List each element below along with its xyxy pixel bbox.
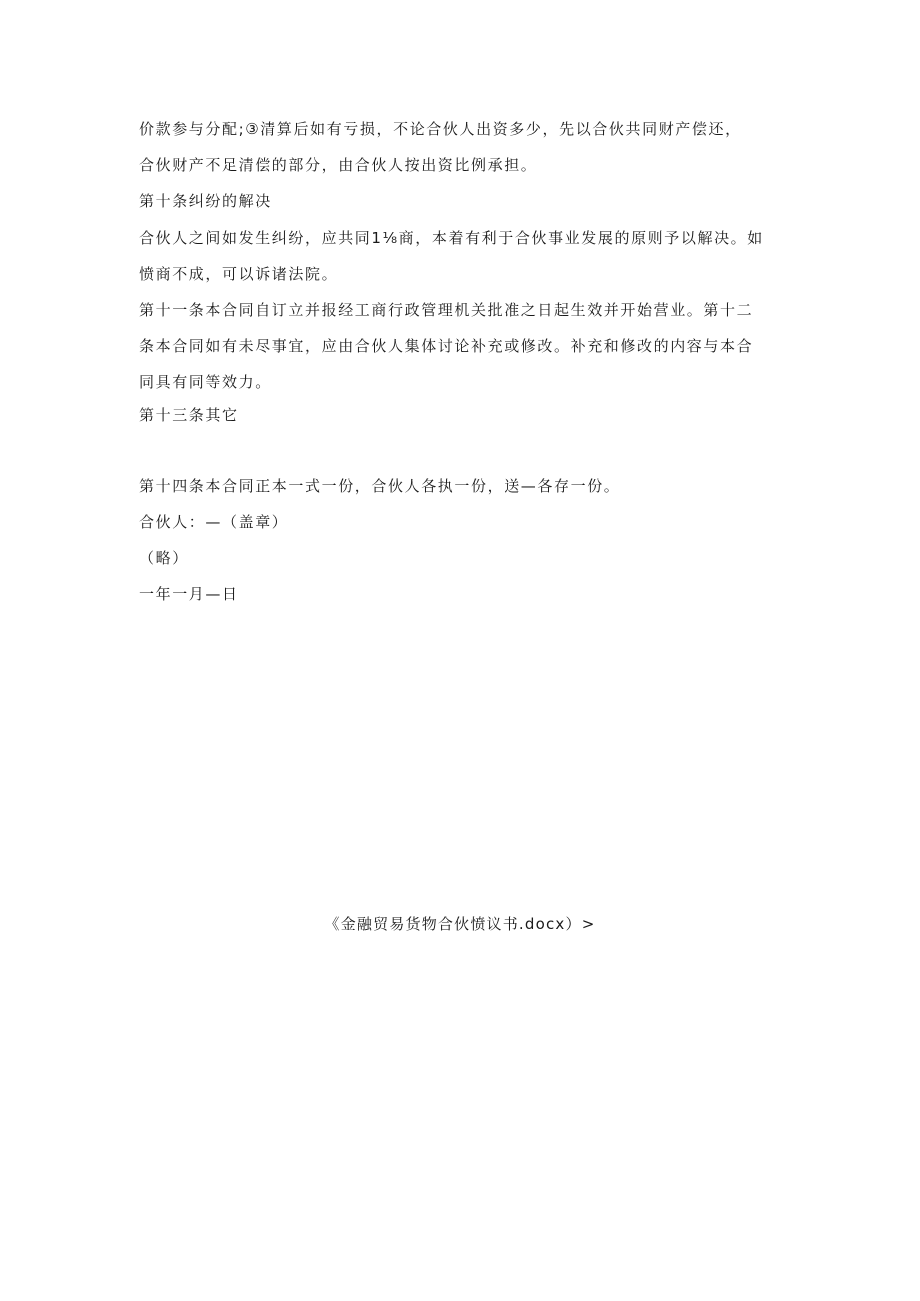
signature-omitted: （略） (139, 549, 189, 567)
signature-line: 合伙人：—（盖章） (139, 513, 289, 531)
document-footer: 《金融贸易货物合伙愤议书.docx）> (324, 915, 596, 933)
clause-text-line: 同具有同等效力。 (139, 373, 272, 391)
clause-text-line: 条本合同如有未尽事宜，应由合伙人集体讨论补充或修改。补充和修改的内容与本合 (139, 337, 754, 355)
clause-text-line: 第十四条本合同正本一式一份，合伙人各执一份，送—各存一份。 (139, 477, 621, 495)
clause-text-line: 合伙人之间如发生纠纷，应共同1⅛商，本着有利于合伙事业发展的原则予以解决。如 (139, 229, 764, 247)
clause-heading: 第十三条其它 (139, 406, 239, 424)
clause-text-line: 合伙财产不足清偿的部分，由合伙人按出资比例承担。 (139, 156, 538, 174)
clause-heading: 第十条纠纷的解决 (139, 192, 272, 210)
clause-text-line: 价款参与分配;③清算后如有亏损，不论合伙人出资多少，先以合伙共同财产偿还， (139, 120, 742, 138)
clause-text-line: 愤商不成，可以诉诸法院。 (139, 265, 339, 283)
date-line: 一年一月—日 (139, 585, 239, 603)
clause-text-line: 第十一条本合同自订立并报经工商行政管理机关批准之日起生效并开始营业。第十二 (139, 301, 754, 319)
